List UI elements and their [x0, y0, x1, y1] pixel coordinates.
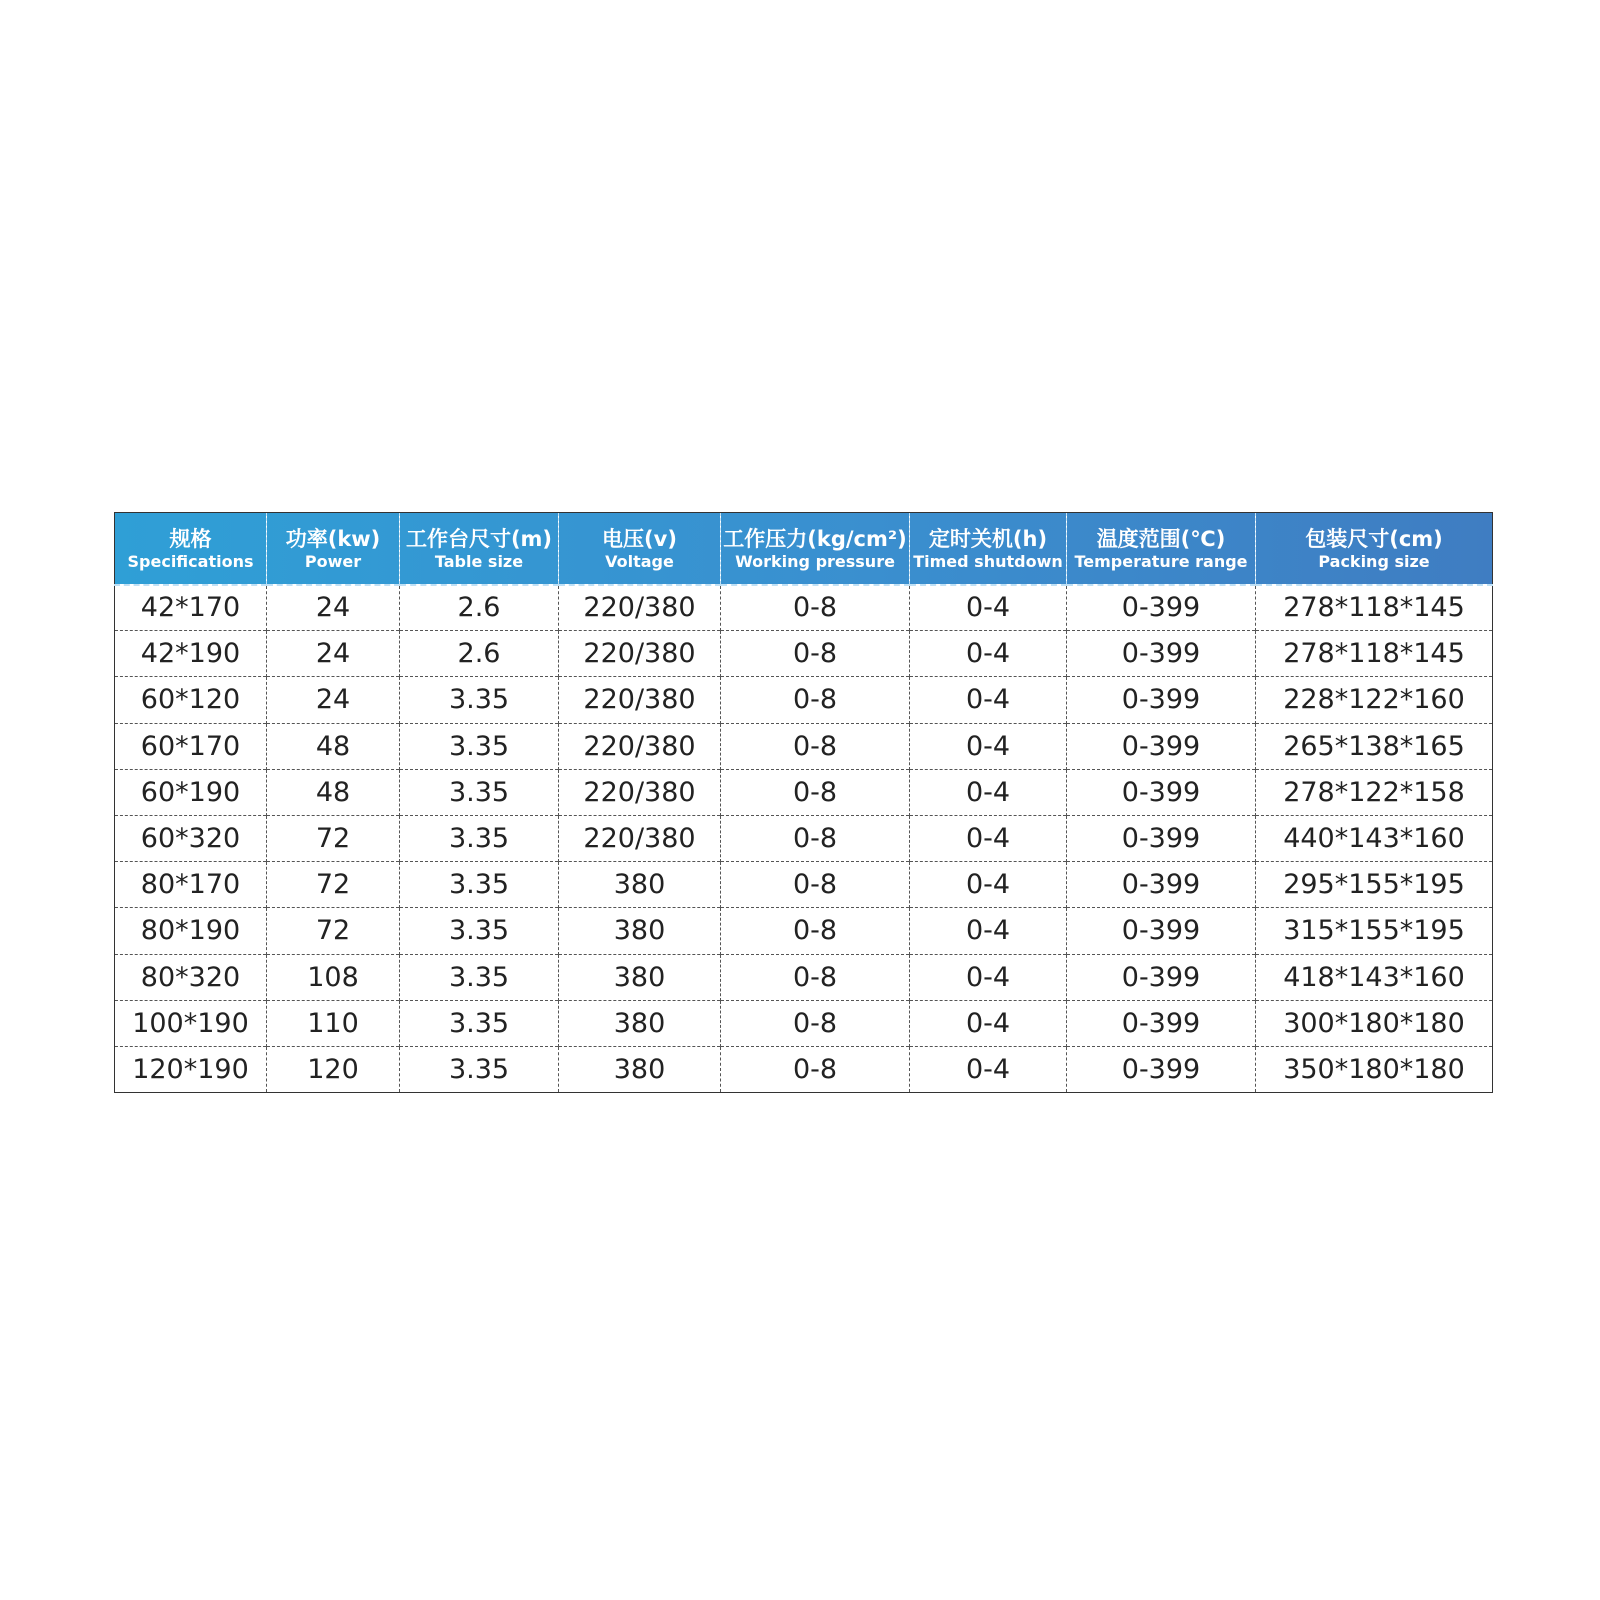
cell-voltage: 220/380: [559, 631, 721, 677]
header-label-en: Timed shutdown: [913, 551, 1063, 571]
cell-voltage: 380: [559, 1000, 721, 1046]
cell-specifications: 120*190: [115, 1046, 267, 1092]
table-row: [115, 815, 1493, 861]
table-row: [115, 631, 1493, 677]
table-row: [115, 585, 1493, 631]
cell-temperature-range: 0-399: [1067, 677, 1256, 723]
table-row: [115, 908, 1493, 954]
cell-temperature-range: 0-399: [1067, 862, 1256, 908]
cell-power: 120: [267, 1046, 400, 1092]
cell-timed-shutdown: 0-4: [910, 631, 1067, 677]
cell-timed-shutdown: 0-4: [910, 677, 1067, 723]
cell-table-size: 3.35: [400, 677, 559, 723]
cell-working-pressure: 0-8: [721, 1000, 910, 1046]
header-cell-table-size: [400, 513, 559, 585]
header-cell-temperature-range: [1067, 513, 1256, 585]
cell-power: 72: [267, 815, 400, 861]
cell-table-size: 3.35: [400, 908, 559, 954]
cell-specifications: 60*320: [115, 815, 267, 861]
cell-voltage: 380: [559, 954, 721, 1000]
cell-power: 48: [267, 723, 400, 769]
cell-working-pressure: 0-8: [721, 954, 910, 1000]
cell-temperature-range: 0-399: [1067, 815, 1256, 861]
header-row: [115, 513, 1493, 585]
cell-timed-shutdown: 0-4: [910, 815, 1067, 861]
cell-temperature-range: 0-399: [1067, 585, 1256, 631]
cell-table-size: 3.35: [400, 769, 559, 815]
cell-working-pressure: 0-8: [721, 815, 910, 861]
header-label-zh: 工作台尺寸(m): [405, 526, 553, 551]
header-label-en: Specifications: [127, 551, 254, 571]
cell-packing-size: 265*138*165: [1256, 723, 1493, 769]
cell-temperature-range: 0-399: [1067, 1046, 1256, 1092]
cell-table-size: 2.6: [400, 631, 559, 677]
cell-voltage: 220/380: [559, 769, 721, 815]
cell-timed-shutdown: 0-4: [910, 723, 1067, 769]
cell-temperature-range: 0-399: [1067, 1000, 1256, 1046]
header-label-en: Voltage: [605, 551, 674, 571]
header-label-zh: 电压(v): [602, 526, 677, 551]
cell-temperature-range: 0-399: [1067, 723, 1256, 769]
header-label-zh: 定时关机(h): [928, 526, 1048, 551]
cell-timed-shutdown: 0-4: [910, 862, 1067, 908]
cell-power: 24: [267, 631, 400, 677]
cell-working-pressure: 0-8: [721, 1046, 910, 1092]
cell-temperature-range: 0-399: [1067, 954, 1256, 1000]
cell-timed-shutdown: 0-4: [910, 769, 1067, 815]
header-cell-timed-shutdown: [910, 513, 1067, 585]
header-label-zh: 工作压力(kg/cm²): [723, 526, 907, 551]
header-cell-voltage: [559, 513, 721, 585]
cell-timed-shutdown: 0-4: [910, 1046, 1067, 1092]
cell-table-size: 3.35: [400, 815, 559, 861]
cell-specifications: 42*190: [115, 631, 267, 677]
cell-table-size: 2.6: [400, 585, 559, 631]
table-row: [115, 862, 1493, 908]
cell-power: 48: [267, 769, 400, 815]
cell-voltage: 380: [559, 908, 721, 954]
cell-packing-size: 278*118*145: [1256, 585, 1493, 631]
cell-voltage: 220/380: [559, 815, 721, 861]
spec-table: [114, 512, 1493, 1093]
cell-voltage: 380: [559, 862, 721, 908]
header-label-zh: 规格: [169, 526, 212, 551]
cell-packing-size: 278*122*158: [1256, 769, 1493, 815]
header-cell-working-pressure: [721, 513, 910, 585]
cell-timed-shutdown: 0-4: [910, 954, 1067, 1000]
header-cell-packing-size: [1256, 513, 1493, 585]
cell-working-pressure: 0-8: [721, 585, 910, 631]
header-cell-power: [267, 513, 400, 585]
cell-temperature-range: 0-399: [1067, 769, 1256, 815]
cell-packing-size: 295*155*195: [1256, 862, 1493, 908]
cell-specifications: 60*120: [115, 677, 267, 723]
cell-power: 72: [267, 862, 400, 908]
cell-specifications: 60*190: [115, 769, 267, 815]
cell-voltage: 380: [559, 1046, 721, 1092]
table-row: [115, 954, 1493, 1000]
cell-temperature-range: 0-399: [1067, 908, 1256, 954]
cell-table-size: 3.35: [400, 1000, 559, 1046]
cell-power: 110: [267, 1000, 400, 1046]
cell-power: 108: [267, 954, 400, 1000]
cell-power: 24: [267, 677, 400, 723]
cell-working-pressure: 0-8: [721, 723, 910, 769]
cell-table-size: 3.35: [400, 723, 559, 769]
header-label-en: Working pressure: [735, 551, 895, 571]
cell-table-size: 3.35: [400, 1046, 559, 1092]
table-row: [115, 677, 1493, 723]
header-label-zh: 包装尺寸(cm): [1305, 526, 1443, 551]
header-label-en: Packing size: [1318, 551, 1430, 571]
cell-power: 24: [267, 585, 400, 631]
cell-voltage: 220/380: [559, 723, 721, 769]
table-row: [115, 1046, 1493, 1092]
cell-packing-size: 350*180*180: [1256, 1046, 1493, 1092]
header-label-zh: 功率(kw): [285, 526, 381, 551]
cell-specifications: 60*170: [115, 723, 267, 769]
header-label-en: Table size: [434, 551, 524, 571]
cell-timed-shutdown: 0-4: [910, 585, 1067, 631]
cell-specifications: 42*170: [140, 592, 241, 624]
cell-packing-size: 418*143*160: [1256, 954, 1493, 1000]
header-cell-specifications: [115, 513, 267, 585]
table-row: [115, 723, 1493, 769]
cell-specifications: 100*190: [115, 1000, 267, 1046]
cell-packing-size: 315*155*195: [1256, 908, 1493, 954]
header-label-en: Temperature range: [1074, 551, 1248, 571]
cell-packing-size: 300*180*180: [1256, 1000, 1493, 1046]
cell-working-pressure: 0-8: [721, 631, 910, 677]
cell-working-pressure: 0-8: [721, 677, 910, 723]
cell-temperature-range: 0-399: [1067, 631, 1256, 677]
table-row: [115, 769, 1493, 815]
cell-timed-shutdown: 0-4: [910, 1000, 1067, 1046]
cell-timed-shutdown: 0-4: [910, 908, 1067, 954]
cell-packing-size: 228*122*160: [1256, 677, 1493, 723]
cell-power: 72: [267, 908, 400, 954]
cell-packing-size: 440*143*160: [1256, 815, 1493, 861]
cell-table-size: 3.35: [400, 954, 559, 1000]
header-label-zh: 温度范围(℃): [1096, 526, 1226, 551]
cell-voltage: 220/380: [559, 585, 721, 631]
cell-specifications: 80*190: [115, 908, 267, 954]
header-label-en: Power: [304, 551, 362, 571]
cell-packing-size: 278*118*145: [1256, 631, 1493, 677]
cell-working-pressure: 0-8: [721, 769, 910, 815]
cell-table-size: 3.35: [400, 862, 559, 908]
cell-working-pressure: 0-8: [721, 862, 910, 908]
cell-specifications: 80*170: [115, 862, 267, 908]
cell-working-pressure: 0-8: [721, 908, 910, 954]
table-row: [115, 1000, 1493, 1046]
cell-specifications: 80*320: [115, 954, 267, 1000]
cell-voltage: 220/380: [559, 677, 721, 723]
